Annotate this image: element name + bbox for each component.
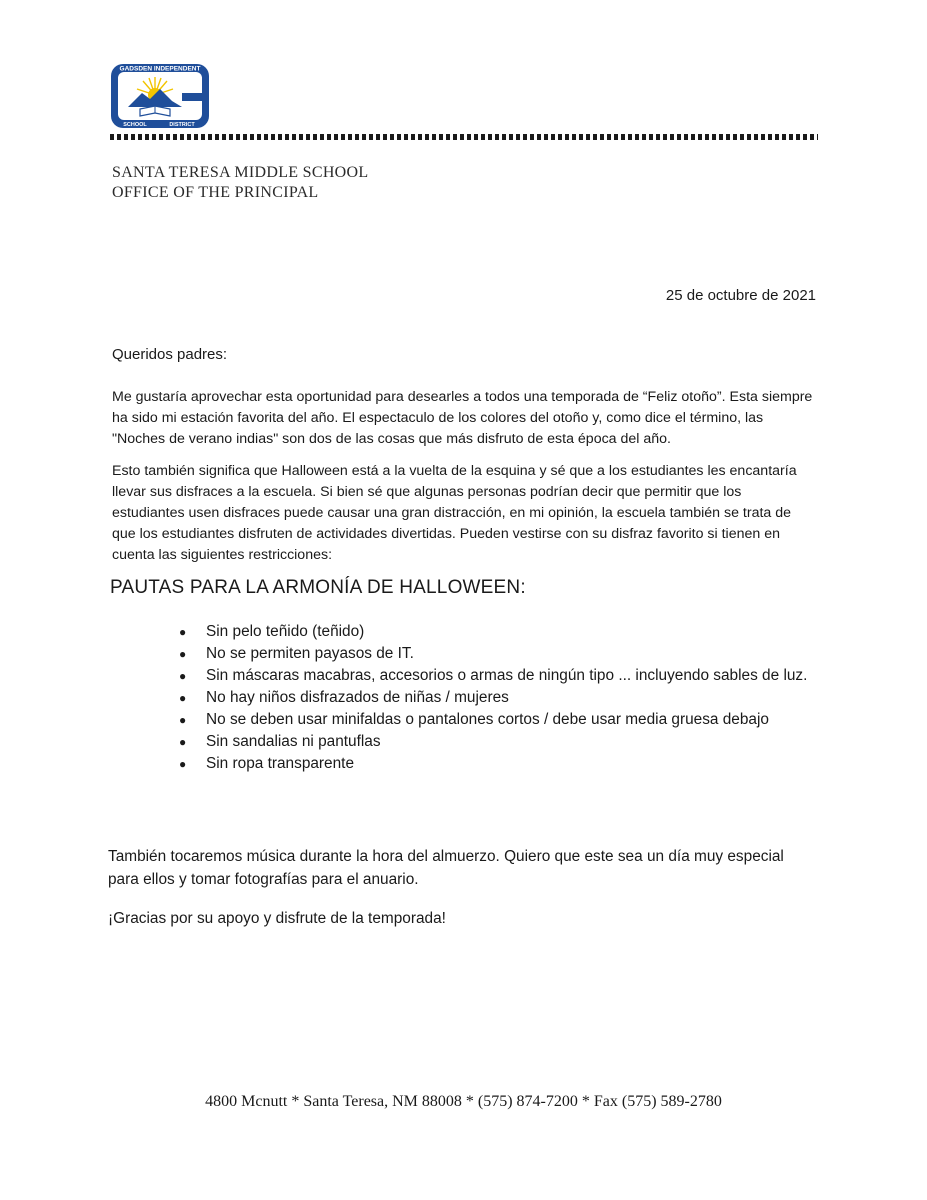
- bullet-icon: ●: [179, 625, 187, 639]
- footer-address: 4800 Mcnutt * Santa Teresa, NM 88008 * (575) 874-7200 * Fax (575) 589-2780: [205, 1093, 722, 1110]
- paragraph-intro: Me gustaría aprovechar esta oportunidad para desearles a todos una temporada de “Feliz otoño”. Esta siempre ha sido mi estación favorita del año. El espectaculo de los colores del otoño y, como dice el término, las "Noches de verano indias" son dos de las cosas que más disfruto de esta época del año.: [112, 389, 813, 447]
- bullet-icon: ●: [179, 669, 187, 683]
- bullet-icon: ●: [179, 647, 187, 661]
- list-item: [176, 621, 821, 643]
- closing-line: ¡Gracias por su apoyo y disfrute de la temporada!: [108, 910, 446, 927]
- school-name: SANTA TERESA MIDDLE SCHOOL: [112, 164, 369, 181]
- guideline-text: Sin ropa transparente: [206, 755, 355, 772]
- guideline-text: No se permiten payasos de IT.: [206, 645, 414, 662]
- guideline-text: Sin pelo teñido (teñido): [206, 623, 365, 640]
- list-item: [176, 731, 821, 753]
- list-item: [176, 643, 821, 665]
- paragraph-halloween: Esto también significa que Halloween está a la vuelta de la esquina y sé que a los estudiantes les encantaría llevar sus disfraces a la escuela. Si bien sé que algunas personas podrían decir que permitir que los estudiantes usen disfraces puede causar una gran distracción, en mi opinión, la escuela también se trata de que los estudiantes disfruten de actividades divertidas. Pueden vestirse con su disfraz favorito si tienen en cuenta las siguientes restricciones:: [112, 463, 797, 563]
- logo-text-district: DISTRICT: [169, 122, 195, 128]
- bullet-icon: ●: [179, 691, 187, 705]
- header-divider: [110, 134, 818, 140]
- list-item: [176, 709, 821, 731]
- guideline-text: Sin sandalias ni pantuflas: [206, 733, 381, 750]
- letterhead: [112, 163, 368, 203]
- district-logo: [110, 63, 210, 129]
- list-item: [176, 687, 821, 709]
- guidelines-list: [176, 621, 821, 775]
- list-item: [176, 665, 821, 687]
- gadsden-seal-icon: [110, 63, 210, 129]
- logo-text-school: SCHOOL: [123, 122, 147, 128]
- bullet-icon: ●: [179, 735, 187, 749]
- letter-date: 25 de octubre de 2021: [665, 287, 816, 304]
- guideline-text: No se deben usar minifaldas o pantalones cortos / debe usar media gruesa debajo: [206, 711, 769, 728]
- guidelines-heading: PAUTAS PARA LA ARMONÍA DE HALLOWEEN:: [110, 577, 526, 598]
- office-name: OFFICE OF THE PRINCIPAL: [112, 184, 319, 201]
- logo-text-top: GADSDEN INDEPENDENT: [119, 65, 201, 73]
- list-item: [176, 753, 821, 775]
- bullet-icon: ●: [179, 713, 187, 727]
- footer-address-block: [0, 1093, 927, 1111]
- greeting: Queridos padres:: [112, 346, 228, 363]
- paragraph-music: También tocaremos música durante la hora del almuerzo. Quiero que este sea un día muy especial para ellos y tomar fotografías para el anuario.: [108, 848, 784, 888]
- guideline-text: Sin máscaras macabras, accesorios o armas de ningún tipo ... incluyendo sables de luz.: [206, 667, 808, 684]
- bullet-icon: ●: [179, 757, 187, 771]
- guideline-text: No hay niños disfrazados de niñas / mujeres: [206, 689, 509, 706]
